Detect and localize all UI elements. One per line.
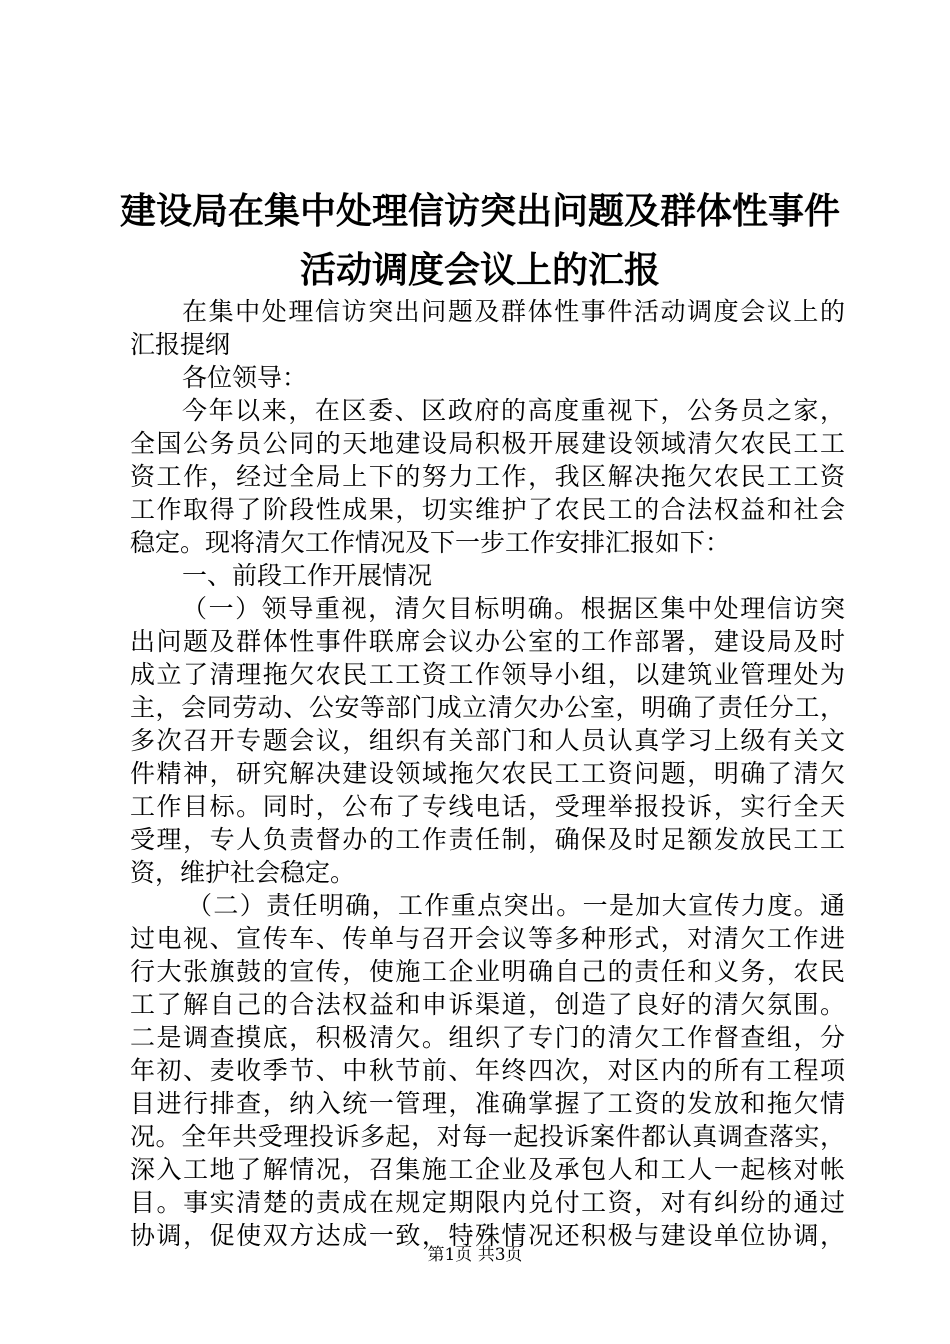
- paragraph-line: 稳定。现将清欠工作情况及下一步工作安排汇报如下：: [130, 528, 731, 557]
- paragraph-line: 目进行排查，纳入统一管理，准确掌握了工资的发放和拖欠情: [130, 1089, 845, 1118]
- paragraph-line: 年初、麦收季节、中秋节前、年终四次，对区内的所有工程项: [130, 1056, 845, 1085]
- paragraph-line: （二）责任明确，工作重点突出。一是加大宣传力度。通: [187, 891, 845, 920]
- page-number-footer: 第1页 共3页: [427, 1245, 523, 1265]
- paragraph-line: 成立了清理拖欠农民工工资工作领导小组，以建筑业管理处为: [130, 660, 845, 689]
- paragraph-line: 行大张旗鼓的宣传，使施工企业明确自己的责任和义务，农民: [130, 957, 845, 986]
- paragraph-line: 全国公务员公同的天地建设局积极开展建设领域清欠农民工工: [130, 429, 845, 458]
- paragraph-line: 况。全年共受理投诉多起，对每一起投诉案件都认真调查落实，: [130, 1122, 845, 1151]
- document-title-line-1: 建设局在集中处理信访突出问题及群体性事件: [119, 190, 840, 232]
- paragraph-line: 协调，促使双方达成一致，特殊情况还积极与建设单位协调，: [130, 1221, 845, 1250]
- paragraph-line: 受理，专人负责督办的工作责任制，确保及时足额发放民工工: [130, 825, 845, 854]
- paragraph-line: 工作目标。同时，公布了专线电话，受理举报投诉，实行全天: [130, 792, 845, 821]
- paragraph-line: 主，会同劳动、公安等部门成立清欠办公室，明确了责任分工，: [130, 693, 845, 722]
- paragraph-line: 二是调查摸底，积极清欠。组织了专门的清欠工作督查组，分: [130, 1023, 845, 1052]
- paragraph-line: 出问题及群体性事件联席会议办公室的工作部署，建设局及时: [130, 627, 845, 656]
- document-title-line-2: 活动调度会议上的汇报: [299, 249, 660, 291]
- paragraph-line: 资工作，经过全局上下的努力工作，我区解决拖欠农民工工资: [130, 462, 845, 491]
- paragraph-line: 在集中处理信访突出问题及群体性事件活动调度会议上的: [182, 297, 845, 326]
- paragraph-line: （一）领导重视，清欠目标明确。根据区集中处理信访突: [182, 594, 845, 623]
- paragraph-line: 深入工地了解情况，召集施工企业及承包人和工人一起核对帐: [130, 1155, 845, 1184]
- paragraph-line: 件精神，研究解决建设领域拖欠农民工工资问题，明确了清欠: [130, 759, 845, 788]
- section-heading: 一、前段工作开展情况: [182, 561, 433, 590]
- paragraph-line: 过电视、宣传车、传单与召开会议等多种形式，对清欠工作进: [130, 924, 845, 953]
- document-body: [130, 295, 845, 1252]
- paragraph-line: 多次召开专题会议，组织有关部门和人员认真学习上级有关文: [130, 726, 845, 755]
- paragraph-line: 目。事实清楚的责成在规定期限内兑付工资，对有纠纷的通过: [130, 1188, 845, 1217]
- paragraph-line: 工了解自己的合法权益和申诉渠道，创造了良好的清欠氛围。: [130, 990, 845, 1019]
- paragraph-line: 资，维护社会稳定。: [130, 858, 356, 887]
- paragraph-line: 今年以来，在区委、区政府的高度重视下，公务员之家，: [182, 396, 845, 425]
- paragraph-line: 汇报提纲: [130, 330, 231, 359]
- paragraph-line: 各位领导：: [182, 363, 308, 392]
- paragraph-line: 工作取得了阶段性成果，切实维护了农民工的合法权益和社会: [130, 495, 845, 524]
